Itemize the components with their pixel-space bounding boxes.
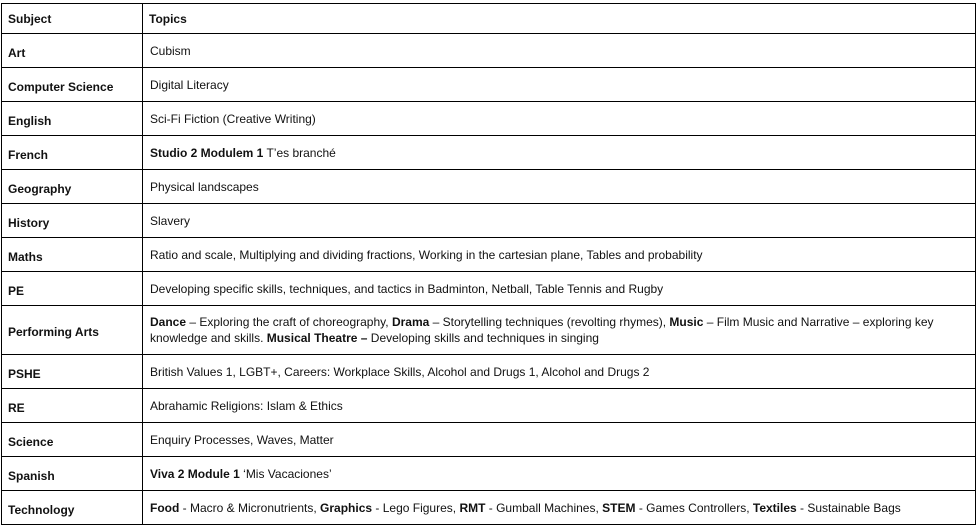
table-row xyxy=(2,170,976,204)
topic-text: Sci-Fi Fiction (Creative Writing) xyxy=(150,111,316,126)
subject-cell: PSHE xyxy=(2,355,143,389)
subject-cell: Geography xyxy=(2,170,143,204)
topic-heading: Musical Theatre – xyxy=(266,331,368,345)
subject-cell: Computer Science xyxy=(2,68,143,102)
table-row xyxy=(2,457,976,491)
table-row xyxy=(2,355,976,389)
topic-cell xyxy=(143,34,976,68)
subject-cell: Maths xyxy=(2,238,143,272)
subject-cell: Spanish xyxy=(2,457,143,491)
topic-cell xyxy=(143,68,976,102)
topic-text: ‘Mis Vacaciones’ xyxy=(239,466,332,481)
table-row xyxy=(2,389,976,423)
table-row xyxy=(2,423,976,457)
subject-cell: Art xyxy=(2,34,143,68)
table-row xyxy=(2,136,976,170)
topic-text: Developing skills and techniques in singing xyxy=(367,331,599,345)
table-row xyxy=(2,306,976,355)
topic-text: Slavery xyxy=(150,213,191,228)
topic-heading: Graphics xyxy=(320,500,373,515)
subject-cell: Technology xyxy=(2,491,143,525)
table-row xyxy=(2,102,976,136)
subject-cell: Science xyxy=(2,423,143,457)
table-row xyxy=(2,34,976,68)
topic-text: – Film Music and Narrative – exploring key knowledge and skills. xyxy=(150,315,934,345)
topic-cell xyxy=(143,204,976,238)
topic-text: Cubism xyxy=(150,43,191,58)
topic-cell xyxy=(143,102,976,136)
topic-cell xyxy=(143,238,976,272)
subject-cell: Performing Arts xyxy=(2,306,143,355)
topic-heading: Viva 2 Module 1 xyxy=(150,466,240,481)
topic-cell xyxy=(143,272,976,306)
topic-text: - Games Controllers, xyxy=(635,500,753,515)
topic-text: Ratio and scale, Multiplying and dividing fractions, Working in the cartesian plane, Tables and probability xyxy=(150,247,703,262)
topic-cell xyxy=(143,457,976,491)
topic-text: - Sustainable Bags xyxy=(796,500,901,515)
topic-text: - Macro & Micronutrients, xyxy=(179,500,321,515)
topic-heading: STEM xyxy=(602,500,636,515)
topic-cell xyxy=(143,389,976,423)
topic-text: Abrahamic Religions: Islam & Ethics xyxy=(150,398,343,413)
table-row xyxy=(2,204,976,238)
header-subject: Subject xyxy=(2,4,143,34)
topic-cell xyxy=(143,355,976,389)
subject-cell: RE xyxy=(2,389,143,423)
topic-heading: Drama xyxy=(391,315,430,329)
topic-text: Developing specific skills, techniques, and tactics in Badminton, Netball, Table Tennis and Rugby xyxy=(150,281,664,296)
topic-text: - Gumball Machines, xyxy=(485,500,603,515)
topic-cell xyxy=(143,423,976,457)
topic-text: Physical landscapes xyxy=(150,179,259,194)
table-row xyxy=(2,238,976,272)
topic-heading: Dance xyxy=(150,315,187,329)
topic-text: British Values 1, LGBT+, Careers: Workplace Skills, Alcohol and Drugs 1, Alcohol and Drugs 2 xyxy=(150,364,650,379)
subject-cell: PE xyxy=(2,272,143,306)
curriculum-table xyxy=(1,3,976,525)
topic-heading: Food xyxy=(150,500,180,515)
topic-text: - Lego Figures, xyxy=(372,500,460,515)
subject-cell: French xyxy=(2,136,143,170)
topic-text: – Exploring the craft of choreography, xyxy=(186,315,392,329)
table-body xyxy=(2,34,976,525)
topic-text: Enquiry Processes, Waves, Matter xyxy=(150,432,334,447)
topic-text: T’es branché xyxy=(263,145,336,160)
curriculum-table-container xyxy=(1,3,975,525)
topic-cell xyxy=(143,306,976,355)
topic-cell xyxy=(143,170,976,204)
subject-cell: English xyxy=(2,102,143,136)
header-topics: Topics xyxy=(143,4,976,34)
topic-text: Digital Literacy xyxy=(150,77,229,92)
table-row xyxy=(2,272,976,306)
topic-heading: Studio 2 Modulem 1 xyxy=(150,145,264,160)
topic-cell xyxy=(143,136,976,170)
topic-heading: Music xyxy=(669,315,704,329)
table-row xyxy=(2,68,976,102)
topic-heading: Textiles xyxy=(752,500,797,515)
topic-heading: RMT xyxy=(459,500,486,515)
subject-cell: History xyxy=(2,204,143,238)
table-row xyxy=(2,491,976,525)
topic-text: – Storytelling techniques (revolting rhymes), xyxy=(429,315,670,329)
topic-cell xyxy=(143,491,976,525)
table-header-row xyxy=(2,4,976,34)
